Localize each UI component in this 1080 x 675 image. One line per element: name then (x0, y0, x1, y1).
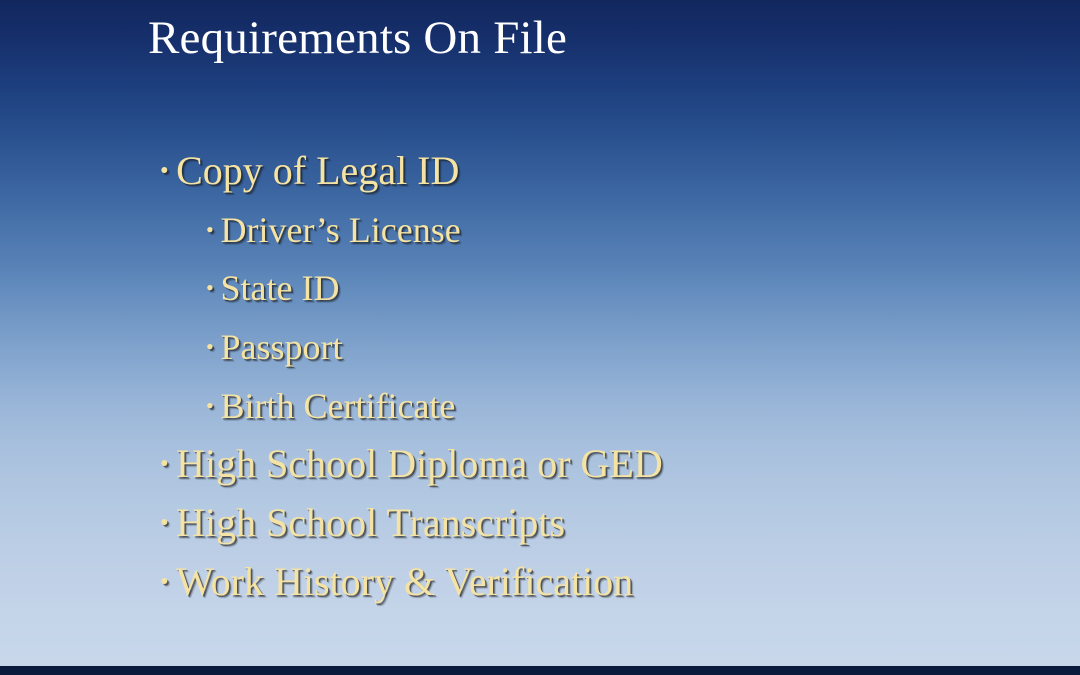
list-item-label: Copy of Legal ID (176, 148, 460, 193)
bullet-dot-icon: • (206, 392, 214, 418)
list-item-label: Passport (220, 327, 343, 368)
bullet-dot-icon: • (160, 568, 169, 596)
list-item (206, 259, 1040, 318)
bullet-dot-icon: • (160, 509, 169, 537)
list-item-label: Birth Certificate (220, 385, 456, 426)
bullet-list (160, 142, 1040, 612)
bullet-dot-icon: • (160, 157, 169, 185)
list-item-label: Driver’s License (220, 209, 461, 250)
list-item (206, 377, 1040, 436)
bullet-dot-icon: • (160, 451, 169, 479)
list-item-label: State ID (220, 268, 340, 309)
list-item (160, 435, 1040, 494)
bullet-dot-icon: • (206, 216, 214, 242)
list-item (206, 201, 1040, 260)
list-item-label: Work History & Verification (176, 559, 634, 605)
bullet-dot-icon: • (206, 275, 214, 301)
list-item (206, 318, 1040, 377)
list-item (160, 494, 1040, 553)
bullet-dot-icon: • (206, 334, 214, 360)
slide-title: Requirements On File (148, 12, 568, 64)
list-item (160, 553, 1040, 612)
list-item-label: High School Diploma or GED (176, 441, 663, 487)
list-item (160, 142, 1040, 201)
list-item-label: High School Transcripts (176, 500, 566, 546)
